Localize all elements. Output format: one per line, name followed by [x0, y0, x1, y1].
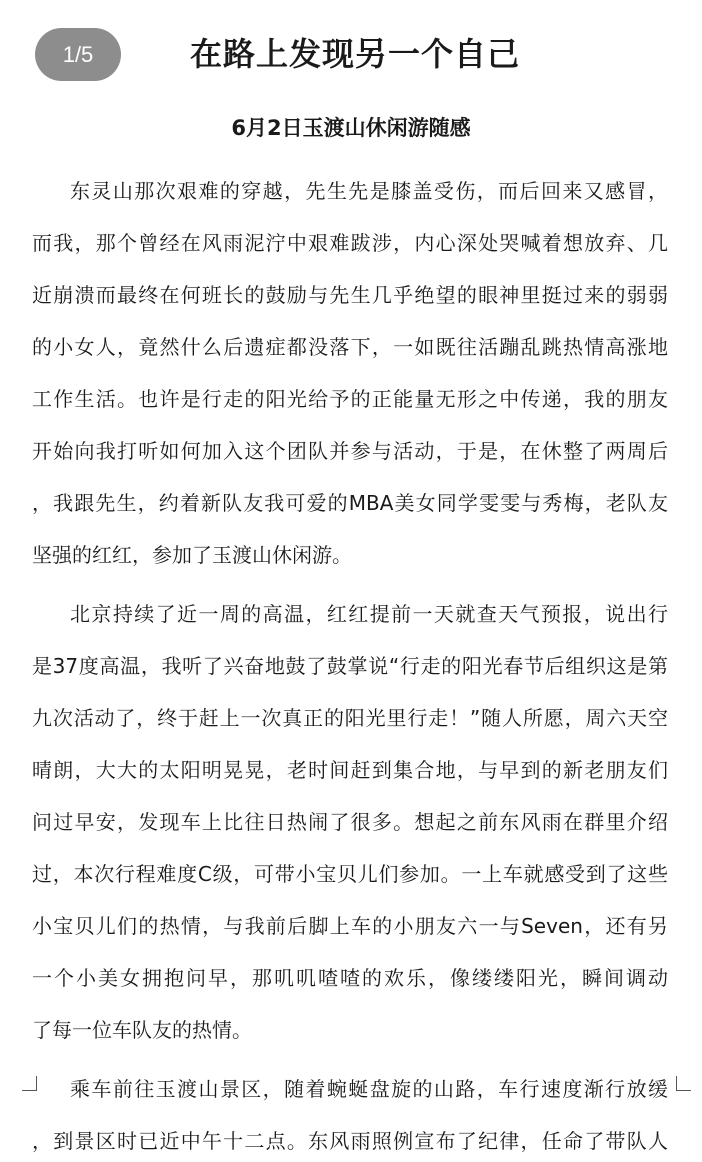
- body-line: 工作生活。也许是行走的阳光给予的正能量无形之中传递，我的朋友: [32, 387, 668, 411]
- body-line: 乘车前往玉渡山景区，随着蜿蜒盘旋的山路，车行速度渐行放缓: [70, 1077, 668, 1101]
- body-line: 问过早安，发现车上比往日热闹了很多。想起之前东风雨在群里介绍: [32, 810, 668, 834]
- crop-mark-left: [22, 1076, 37, 1091]
- body-line: 开始向我打听如何加入这个团队并参与活动，于是，在休整了两周后: [32, 439, 668, 463]
- body-line: 东灵山那次艰难的穿越，先生先是膝盖受伤，而后回来又感冒，: [70, 179, 668, 203]
- page-indicator-badge: 1/5: [35, 28, 121, 81]
- body-line: 的小女人，竟然什么后遗症都没落下，一如既往活蹦乱跳热情高涨地: [32, 335, 668, 359]
- body-line: ，到景区时已近中午十二点。东风雨照例宣布了纪律，任命了带队人: [32, 1129, 668, 1153]
- body-line: 坚强的红红，参加了玉渡山休闲游。: [32, 543, 352, 567]
- body-line: 过，本次行程难度C级，可带小宝贝儿们参加。一上车就感受到了这些: [32, 862, 668, 886]
- body-line: 一个小美女拥抱问早，那叽叽喳喳的欢乐，像缕缕阳光，瞬间调动: [32, 966, 668, 990]
- body-line: 北京持续了近一周的高温，红红提前一天就查天气预报，说出行: [70, 602, 668, 626]
- document-subtitle: 6月2日玉渡山休闲游随感: [231, 116, 471, 140]
- body-line: 近崩溃而最终在何班长的鼓励与先生几乎绝望的眼神里挺过来的弱弱: [32, 283, 668, 307]
- body-line: 了每一位车队友的热情。: [32, 1018, 252, 1042]
- body-line: 是37度高温，我听了兴奋地鼓了鼓掌说“行走的阳光春节后组织这是第: [32, 654, 668, 678]
- body-line: 小宝贝儿们的热情，与我前后脚上车的小朋友六一与Seven，还有另: [32, 914, 668, 938]
- body-line: 晴朗，大大的太阳明晃晃，老时间赶到集合地，与早到的新老朋友们: [32, 758, 668, 782]
- body-line: ，我跟先生，约着新队友我可爱的MBA美女同学雯雯与秀梅，老队友: [32, 491, 668, 515]
- document-title: 在路上发现另一个自己: [189, 35, 520, 73]
- body-line: 九次活动了，终于赶上一次真正的阳光里行走！”随人所愿，周六天空: [32, 706, 668, 730]
- body-line: 而我，那个曾经在风雨泥泞中艰难跋涉，内心深处哭喊着想放弃、几: [32, 231, 668, 255]
- crop-mark-right: [676, 1076, 691, 1091]
